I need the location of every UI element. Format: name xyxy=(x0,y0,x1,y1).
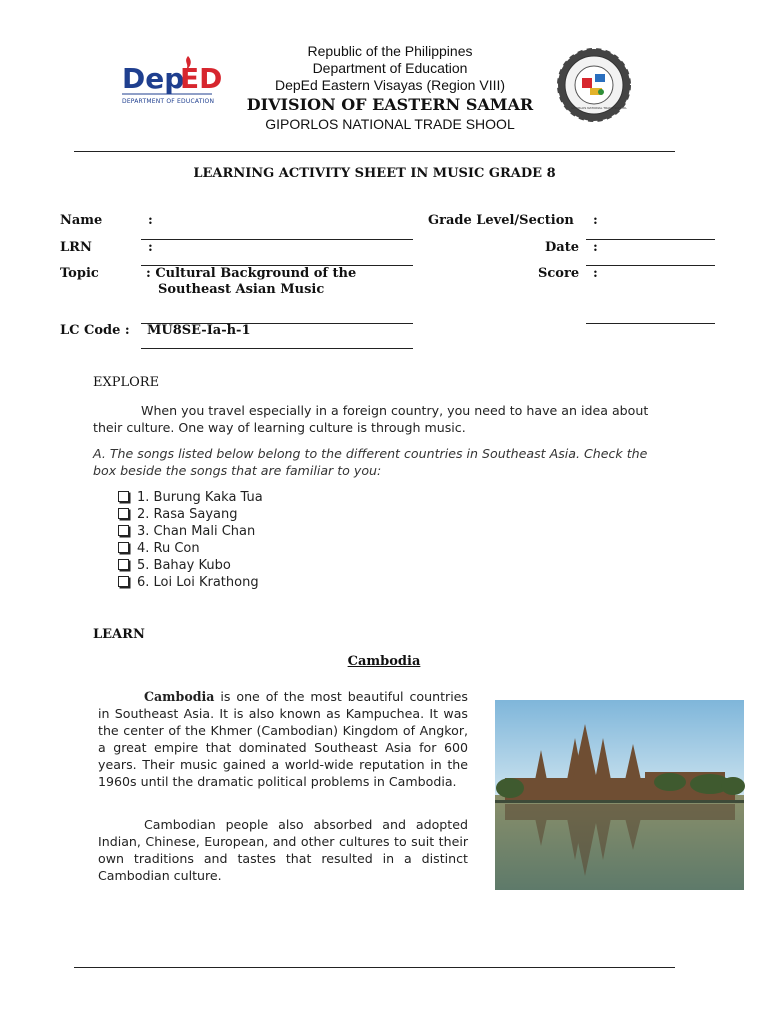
learn-heading: LEARN xyxy=(93,627,145,642)
deped-logo-sub: DEPARTMENT OF EDUCATION xyxy=(122,98,215,105)
seal-text: GIPORLOS NATIONAL TRADE SCHOOL xyxy=(571,106,627,110)
checkbox-icon[interactable] xyxy=(118,559,129,570)
song-item-4[interactable] xyxy=(118,540,200,557)
score-field[interactable] xyxy=(586,323,715,324)
cambodia-paragraph-1-text: is one of the most beautiful countries in Southeast Asia. It is also known as Kampuchea. It was the center of the Khmer (Cambodian) Kingdom of Angkor, a great empire that dominated Southeast Asia for 600 years. Their music gained a world-wide reputation in the 1960s until the dramatic political problems in Cambodia. xyxy=(98,689,468,789)
angkor-wat-image xyxy=(495,700,744,890)
lrn-label: LRN xyxy=(60,240,92,255)
song-label: 1. Burung Kaka Tua xyxy=(137,490,263,505)
song-label: 6. Loi Loi Krathong xyxy=(137,575,259,590)
checkbox-icon[interactable] xyxy=(118,508,129,519)
explore-instruction: A. The songs listed below belong to the different countries in Southeast Asia. Check the box beside the songs that are familiar to you: xyxy=(93,446,648,478)
song-item-1[interactable] xyxy=(118,489,263,506)
topic-line-2: Southeast Asian Music xyxy=(158,282,325,297)
name-colon: : xyxy=(148,213,153,228)
lc-code-value: MU8SE-Ia-h-1 xyxy=(147,323,251,338)
division-name: DIVISION OF EASTERN SAMAR xyxy=(246,95,534,114)
sheet-title: LEARNING ACTIVITY SHEET IN MUSIC GRADE 8 xyxy=(193,166,556,181)
grade-section-field[interactable] xyxy=(586,239,715,240)
lc-code-underline xyxy=(141,348,413,349)
topic-line-1: : Cultural Background of the xyxy=(146,266,357,281)
header-line-1: Republic of the Philippines xyxy=(307,43,473,59)
checkbox-icon[interactable] xyxy=(118,576,129,587)
date-field[interactable] xyxy=(586,265,715,266)
name-label: Name xyxy=(60,213,103,228)
song-label: 5. Bahay Kubo xyxy=(137,558,231,573)
cambodia-subheading: Cambodia xyxy=(347,654,421,669)
header-line-3: DepEd Eastern Visayas (Region VIII) xyxy=(274,77,506,93)
school-name: GIPORLOS NATIONAL TRADE SHOOL xyxy=(265,116,515,132)
grade-section-colon: : xyxy=(593,213,598,228)
checkbox-icon[interactable] xyxy=(118,525,129,536)
topic-label: Topic xyxy=(60,266,99,281)
cambodia-bold: Cambodia xyxy=(144,689,215,704)
song-item-3[interactable] xyxy=(118,523,255,540)
date-colon: : xyxy=(593,240,598,255)
svg-text:ED: ED xyxy=(180,62,223,95)
svg-text:Dep: Dep xyxy=(122,62,185,95)
song-label: 2. Rasa Sayang xyxy=(137,507,238,522)
song-label: 3. Chan Mali Chan xyxy=(137,524,256,539)
checkbox-icon[interactable] xyxy=(118,491,129,502)
score-colon: : xyxy=(593,266,598,281)
song-item-6[interactable] xyxy=(118,574,259,591)
deped-logo xyxy=(120,52,223,112)
explore-intro xyxy=(93,402,663,436)
cambodia-paragraph-1 xyxy=(98,688,468,790)
lrn-colon: : xyxy=(148,240,153,255)
grade-section-label: Grade Level/Section xyxy=(428,213,574,228)
song-item-2[interactable] xyxy=(118,506,238,523)
explore-intro-text: When you travel especially in a foreign country, you need to have an idea about their culture. One way of learning culture is through music. xyxy=(93,403,649,435)
song-label: 4. Ru Con xyxy=(137,541,200,556)
top-rule xyxy=(74,151,675,152)
song-item-5[interactable] xyxy=(118,557,231,574)
score-label: Score xyxy=(538,266,580,281)
lc-code-label: LC Code : xyxy=(60,323,130,338)
date-label: Date xyxy=(545,240,579,255)
bottom-rule xyxy=(74,967,675,968)
checkbox-icon[interactable] xyxy=(118,542,129,553)
name-field[interactable] xyxy=(141,239,413,240)
school-seal xyxy=(557,48,631,122)
explore-heading: EXPLORE xyxy=(93,375,160,390)
cambodia-paragraph-2: Cambodian people also absorbed and adopted Indian, Chinese, European, and other cultures to suit their own traditions and tastes that resulted in a distinct Cambodian culture. xyxy=(98,817,468,883)
header-line-2: Department of Education xyxy=(312,60,468,76)
